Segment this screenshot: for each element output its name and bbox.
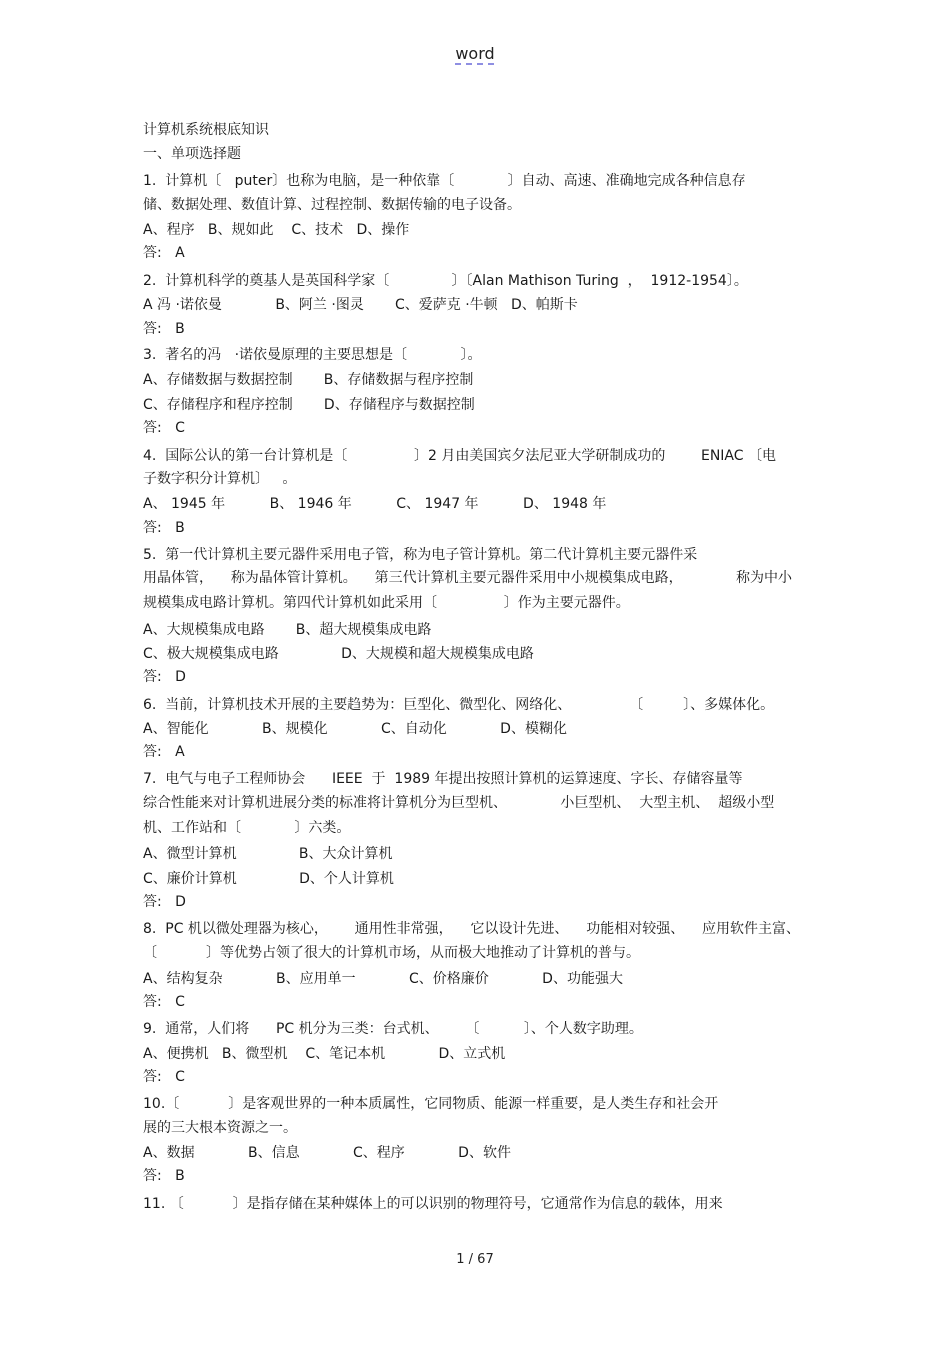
text-line: 答: B <box>143 1168 185 1184</box>
text-line: 答: A <box>143 744 185 760</box>
text-line: 答: B <box>143 520 185 536</box>
text-line: 机、工作站和〔 〕六类。 <box>143 820 351 836</box>
text-line: 答: B <box>143 321 185 337</box>
text-line: 子数字积分计算机〕 。 <box>143 471 297 487</box>
text-line: C、存储程序和程序控制 D、存储程序与数据控制 <box>143 397 475 413</box>
page-number: 1 / 67 <box>456 1252 494 1267</box>
text-line: 2. 计算机科学的奠基人是英国科学家〔 〕〔Alan Mathison Turing ， 1912-1954〕。 <box>143 273 748 289</box>
text-line: 6. 当前，计算机技术开展的主要趋势为：巨型化、微型化、网络化、 〔 〕、多媒体化。 <box>143 697 775 713</box>
text-line: 规模集成电路计算机。第四代计算机如此采用〔 〕作为主要元器件。 <box>143 595 630 611</box>
text-line: C、廉价计算机 D、个人计算机 <box>143 871 394 887</box>
text-line: A、大规模集成电路 B、超大规模集成电路 <box>143 622 432 638</box>
text-line: C、极大规模集成电路 D、大规模和超大规模集成电路 <box>143 646 534 662</box>
text-line: 5. 第一代计算机主要元器件采用电子管，称为电子管计算机。第二代计算机主要元器件采 <box>143 547 698 563</box>
text-line: 答: D <box>143 669 186 685</box>
text-line: 储、数据处理、数值计算、过程控制、数据传输的电子设备。 <box>143 197 521 213</box>
text-line: A、便携机 B、微型机 C、笔记本机 D、立式机 <box>143 1046 506 1062</box>
text-line: 答: D <box>143 894 186 910</box>
section-heading: 一、单项选择题 <box>143 146 241 162</box>
text-line: 〔 〕等优势占领了很大的计算机市场，从而极大地推动了计算机的普与。 <box>143 945 640 961</box>
text-line: A、微型计算机 B、大众计算机 <box>143 846 393 862</box>
text-line: 答: A <box>143 245 185 261</box>
text-line: 答: C <box>143 420 185 436</box>
text-line: 用晶体管， 称为晶体管计算机。 第三代计算机主要元器件采用中小规模集成电路， 称为中小 <box>143 570 793 586</box>
text-line: 9. 通常，人们将 PC 机分为三类：台式机、 〔 〕、个人数字助理。 <box>143 1021 643 1037</box>
text-line: 展的三大根本资源之一。 <box>143 1120 297 1136</box>
text-line: 答: C <box>143 1069 185 1085</box>
doc-title: 计算机系统根底知识 <box>143 122 269 138</box>
text-line: 综合性能来对计算机进展分类的标准将计算机分为巨型机、 小巨型机、 大型主机、 超级小型 <box>143 795 775 811</box>
text-line: A、 1945 年 B、 1946 年 C、 1947 年 D、 1948 年 <box>143 496 607 512</box>
text-line: A、程序 B、规如此 C、技术 D、操作 <box>143 222 410 238</box>
text-line: A、结构复杂 B、应用单一 C、价格廉价 D、功能强大 <box>143 971 623 987</box>
text-line: A、数据 B、信息 C、程序 D、软件 <box>143 1145 511 1161</box>
text-line: 11. 〔 〕是指存储在某种媒体上的可以识别的物理符号，它通常作为信息的载体，用来 <box>143 1196 723 1212</box>
text-line: 3. 著名的冯 ·诺依曼原理的主要思想是〔 〕。 <box>143 347 482 363</box>
text-line: 4. 国际公认的第一台计算机是〔 〕2 月由美国宾夕法尼亚大学研制成功的 ENIAC 〔电 <box>143 448 776 464</box>
header-title: word <box>455 44 495 63</box>
text-line: 8. PC 机以微处理器为核心， 通用性非常强， 它以设计先进、 功能相对较强、 应用软件主富、 <box>143 921 801 937</box>
text-line: A 冯 ·诺依曼 B、阿兰 ·图灵 C、爱萨克 ·牛顿 D、帕斯卡 <box>143 297 578 313</box>
text-line: A、智能化 B、规模化 C、自动化 D、模糊化 <box>143 721 567 737</box>
text-line: 1. 计算机〔 puter〕也称为电脑，是一种依靠〔 〕自动、高速、准确地完成各种信息存 <box>143 173 746 189</box>
text-line: A、存储数据与数据控制 B、存储数据与程序控制 <box>143 372 474 388</box>
text-line: 10.〔 〕是客观世界的一种本质属性，它同物质、能源一样重要，是人类生存和社会开 <box>143 1096 719 1112</box>
text-line: 答: C <box>143 994 185 1010</box>
text-line: 7. 电气与电子工程师协会 IEEE 于 1989 年提出按照计算机的运算速度、字长、存储容量等 <box>143 771 743 787</box>
